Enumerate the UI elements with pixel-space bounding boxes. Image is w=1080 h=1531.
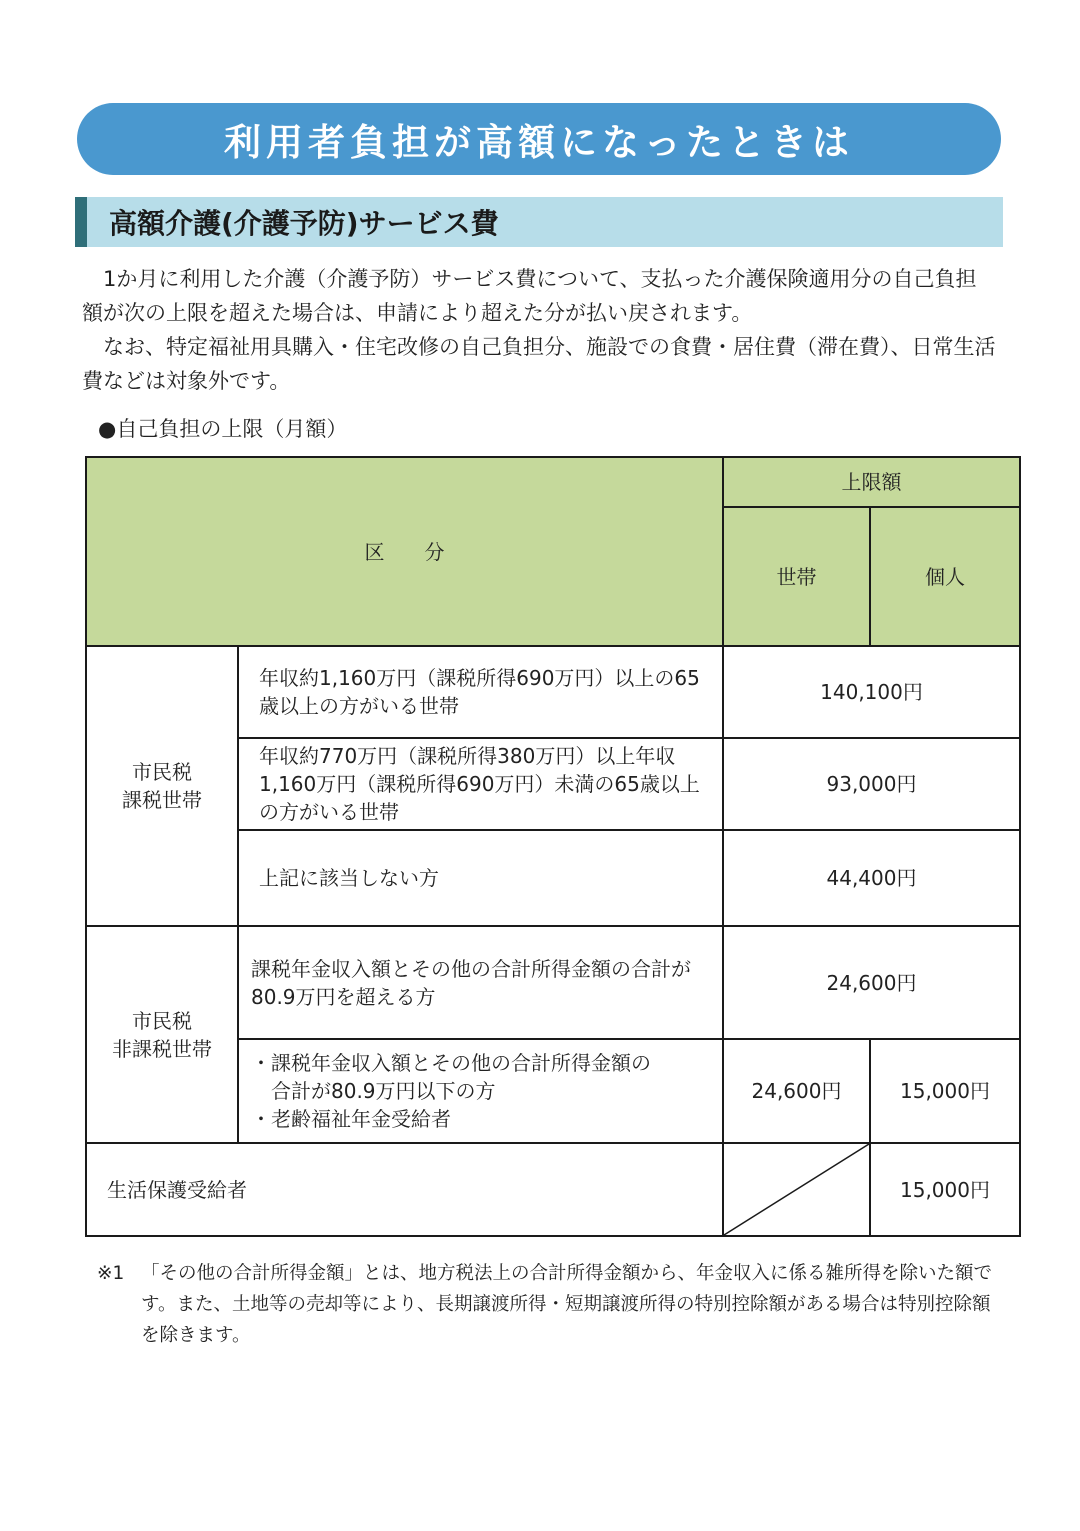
section-title: 高額介護(介護予防)サービス費	[109, 207, 499, 240]
page-title: 利用者負担が高額になったときは	[224, 121, 854, 164]
row-desc-1: 年収約1,160万円（課税所得690万円）以上の65歳以上の方がいる世帯	[238, 646, 723, 738]
footnote	[97, 1258, 1007, 1351]
row-household-5: 24,600円	[723, 1039, 870, 1143]
header-individual: 個人	[870, 507, 1020, 646]
row-desc-5: ・課税年金収入額とその他の合計所得金額の 合計が80.9万円以下の方 ・老齢福祉年金受給者	[238, 1039, 723, 1143]
row-desc-6: 生活保護受給者	[86, 1143, 723, 1236]
header-limit: 上限額	[723, 457, 1020, 507]
row-desc-4: 課税年金収入額とその他の合計所得金額の合計が80.9万円を超える方	[238, 926, 723, 1039]
diagonal-slash	[724, 1144, 869, 1235]
footnote-text: 「その他の合計所得金額」とは、地方税法上の合計所得金額から、年金収入に係る雑所得を除いた額です。また、土地等の売却等により、長期譲渡所得・短期譲渡所得の特別控除額がある場合は特別控除額を除きます。	[141, 1263, 993, 1346]
header-household: 世帯	[723, 507, 870, 646]
row-amount-2: 93,000円	[723, 738, 1020, 830]
table-caption: ●自己負担の上限（月額）	[98, 417, 348, 441]
limit-table	[85, 456, 1021, 1237]
row-desc-3: 上記に該当しない方	[238, 830, 723, 926]
row-amount-1: 140,100円	[723, 646, 1020, 738]
header-category: 区 分	[86, 457, 723, 646]
section-header	[75, 197, 1003, 247]
group-taxed-household: 市民税 課税世帯	[86, 646, 238, 926]
group-nontaxed-household: 市民税 非課税世帯	[86, 926, 238, 1143]
row-amount-4: 24,600円	[723, 926, 1020, 1039]
row-individual-6: 15,000円	[870, 1143, 1020, 1236]
row-desc-2: 年収約770万円（課税所得380万円）以上年収1,160万円（課税所得690万円）未満の65歳以上の方がいる世帯	[238, 738, 723, 830]
intro-paragraph-2: なお、特定福祉用具購入・住宅改修の自己負担分、施設での食費・居住費（滞在費）、日常生活費などは対象外です。	[82, 335, 996, 393]
footnote-mark: ※1	[97, 1263, 125, 1284]
row-amount-3: 44,400円	[723, 830, 1020, 926]
intro-paragraph-1: 1か月に利用した介護（介護予防）サービス費について、支払った介護保険適用分の自己負担額が次の上限を超えた場合は、申請により超えた分が払い戻されます。	[82, 267, 977, 325]
row-individual-5: 15,000円	[870, 1039, 1020, 1143]
section-accent-bar	[75, 197, 87, 247]
row-household-6-empty	[723, 1143, 870, 1236]
page-title-banner	[77, 103, 1001, 175]
